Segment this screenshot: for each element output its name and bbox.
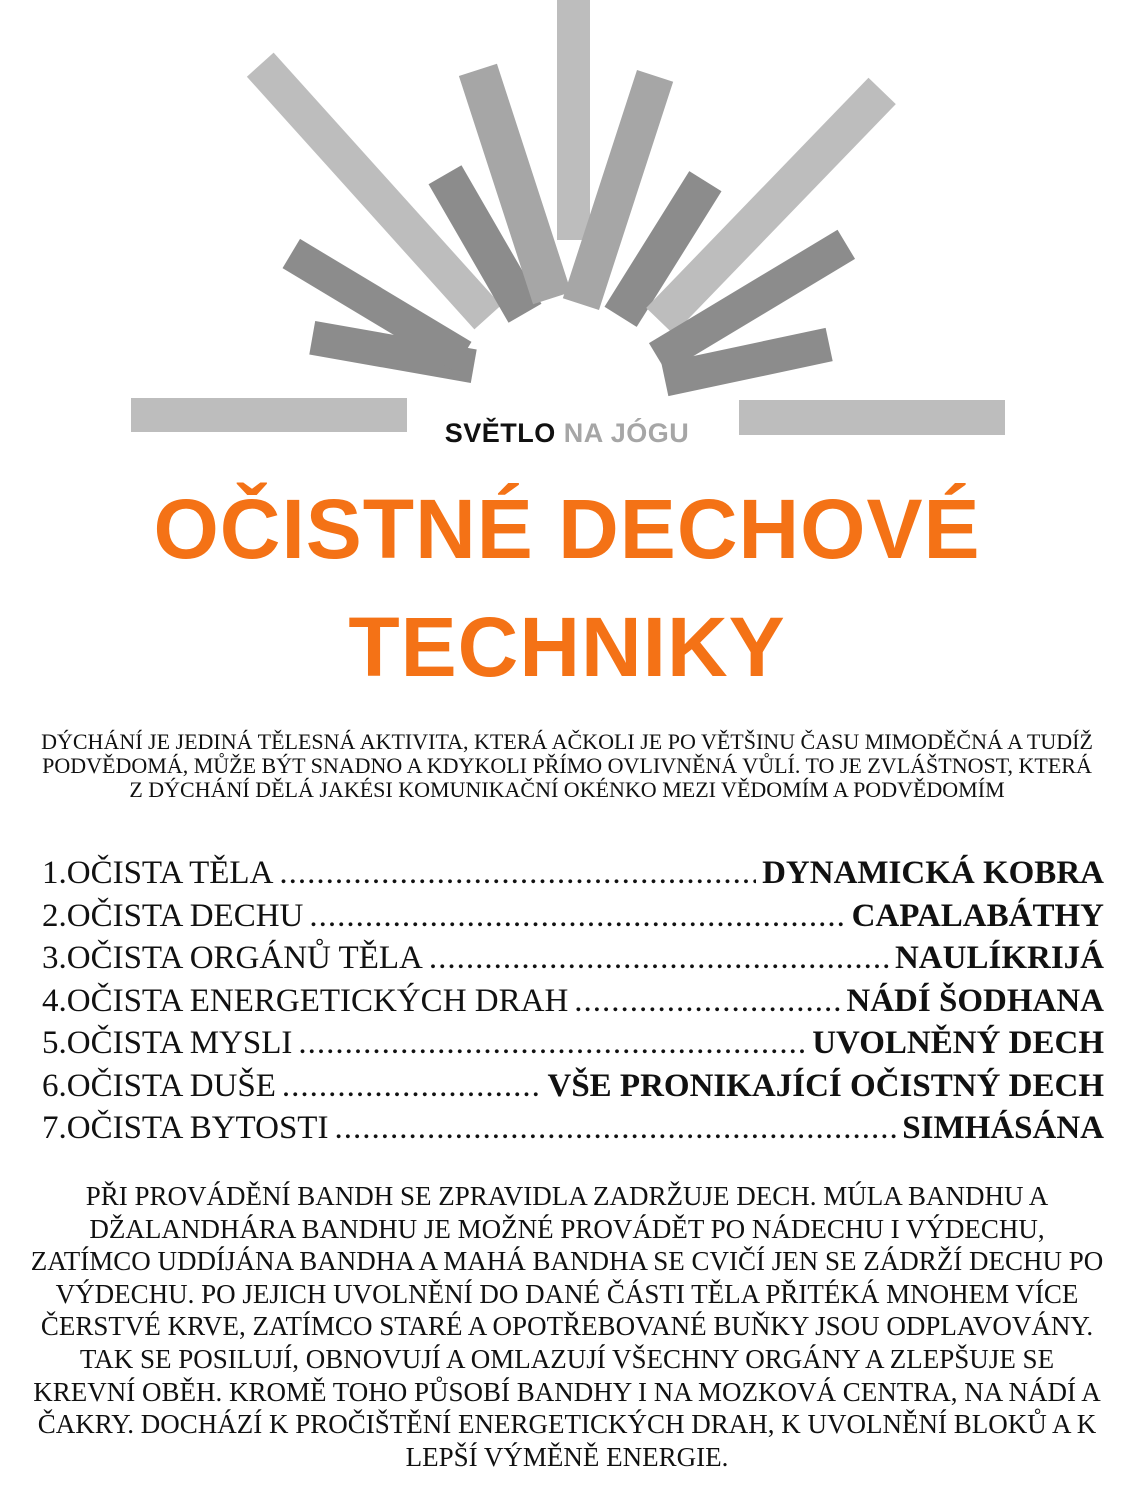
list-item-technique: SIMHÁSÁNA [902, 1110, 1104, 1146]
list-item [42, 855, 1104, 898]
intro-paragraph: DÝCHÁNÍ JE JEDINÁ TĚLESNÁ AKTIVITA, KTERÁ AČKOLI JE PO VĚTŠINU ČASU MIMODĚČNÁ A TUDÍŽ PODVĚDOMÁ, MŮŽE BÝT SNADNO A KDYKOLI PŘÍMO OVLIVNĚNÁ VŮLÍ. TO JE ZVLÁŠTNOST, KTERÁ Z DÝCHÁNÍ DĚLÁ JAKÉSI KOMUNIKAČNÍ OKÉNKO MEZI VĚDOMÍM A PODVĚDOMÍM [41, 729, 1093, 802]
dot-leader [334, 1110, 896, 1147]
list-item [42, 940, 1104, 983]
title-line-2: TECHNIKY [348, 600, 786, 694]
brand-name [0, 418, 1134, 449]
list-item-label: 1.OČISTA TĚLA [42, 855, 274, 891]
brand-part-1: SVĚTLO [444, 418, 556, 448]
techniques-list [42, 855, 1104, 1153]
sun-rays-logo-icon [0, 0, 1134, 470]
dot-leader [279, 855, 756, 892]
dot-leader [309, 898, 845, 935]
list-item-technique: DYNAMICKÁ KOBRA [762, 855, 1104, 891]
list-item-label: 2.OČISTA DECHU [42, 897, 304, 934]
dot-leader [574, 983, 840, 1020]
list-item-technique: NAULÍKRIJÁ [894, 940, 1104, 976]
list-item-label: 7.OČISTA BYTOSTI [42, 1110, 329, 1146]
dot-leader [429, 940, 889, 977]
page-title [0, 470, 1134, 706]
list-item-technique: NÁDÍ ŠODHANA [846, 982, 1104, 1019]
title-line-1: OČISTNÉ DECHOVÉ [153, 482, 981, 576]
list-item-label: 5.OČISTA MYSLI [42, 1025, 293, 1061]
list-item-technique: UVOLNĚNÝ DECH [812, 1025, 1104, 1061]
list-item-label: 6.OČISTA DUŠE [42, 1067, 276, 1104]
list-item [42, 1068, 1104, 1111]
list-item [42, 1025, 1104, 1068]
list-item-technique: VŠE PRONIKAJÍCÍ OČISTNÝ DECH [547, 1067, 1104, 1104]
bandha-paragraph: PŘI PROVÁDĚNÍ BANDH SE ZPRAVIDLA ZADRŽUJE DECH. MÚLA BANDHU A DŽALANDHÁRA BANDHU JE MOŽNÉ PROVÁDĚT PO NÁDECHU I VÝDECHU, ZATÍMCO UDDÍJÁNA BANDHA A MAHÁ BANDHA SE CVIČÍ JEN SE ZÁDRŽÍ DECHU PO VÝDECHU. PO JEJICH UVOLNĚNÍ DO DANÉ ČÁSTI TĚLA PŘITÉKÁ MNOHEM VÍCE ČERSTVÉ KRVE, ZATÍMCO STARÉ A OPOTŘEBOVANÉ BUŇKY JSOU ODPLAVOVÁNY. TAK SE POSILUJÍ, OBNOVUJÍ A OMLAZUJÍ VŠECHNY ORGÁNY A ZLEPŠUJE SE KREVNÍ OBĚH. KROMĚ TOHO PŮSOBÍ BANDHY I NA MOZKOVÁ CENTRA, NA NÁDÍ A ČAKRY. DOCHÁZÍ K PROČIŠTĚNÍ ENERGETICKÝCH DRAH, K UVOLNĚNÍ BLOKŮ A K LEPŠÍ VÝMĚNĚ ENERGIE. [30, 1181, 1104, 1472]
logo-ray [557, 0, 590, 240]
list-item [42, 983, 1104, 1026]
list-item-label: 3.OČISTA ORGÁNŮ TĚLA [42, 940, 423, 976]
list-item-technique: CAPALABÁTHY [851, 897, 1104, 934]
list-item [42, 1110, 1104, 1153]
list-item-label: 4.OČISTA ENERGETICKÝCH DRAH [42, 982, 569, 1019]
dot-leader [298, 1025, 806, 1062]
list-item [42, 898, 1104, 941]
brand-part-2: NA JÓGU [563, 418, 690, 448]
dot-leader [282, 1068, 542, 1105]
